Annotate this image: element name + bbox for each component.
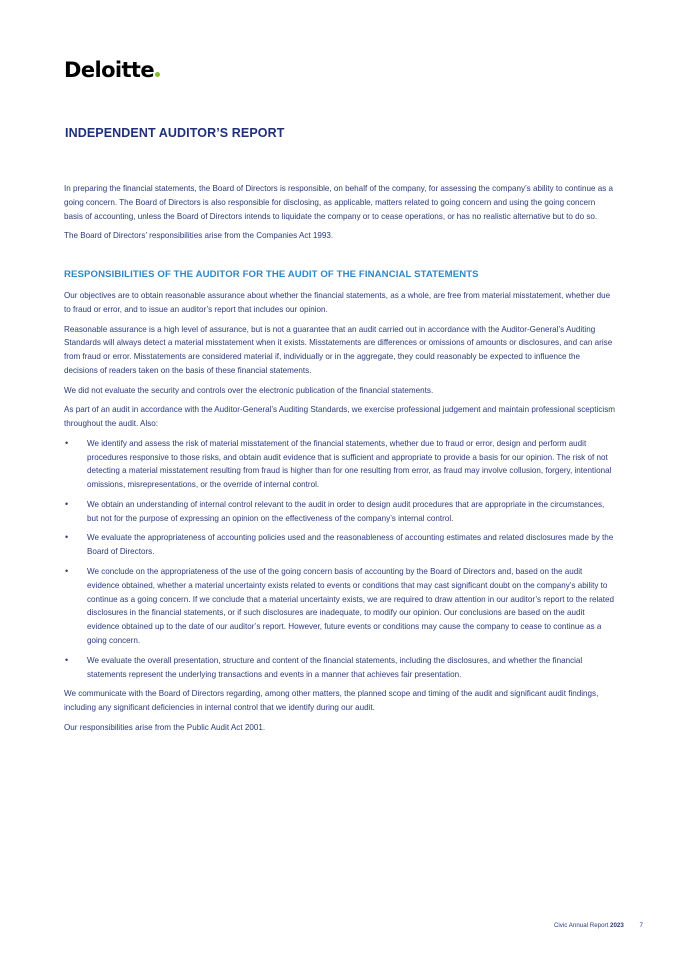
bullet-icon: •: [65, 498, 69, 509]
page-footer: [554, 922, 643, 929]
section-paragraph: We did not evaluate the security and controls over the electronic publication of the financial statements.: [64, 385, 434, 395]
bullet-icon: •: [65, 654, 69, 665]
list-item: [64, 531, 616, 559]
logo-dot-icon: [155, 72, 160, 77]
list-item: [64, 437, 616, 493]
closing-paragraph: We communicate with the Board of Directors regarding, among other matters, the planned scope and timing of the audit and significant audit findings, including any significant deficiencies in internal control that we identify during our audit.: [64, 689, 599, 713]
bullet-list: [64, 437, 616, 682]
section-paragraph: As part of an audit in accordance with the Auditor-General’s Auditing Standards, we exercise professional judgement and maintain professional scepticism throughout the audit. Also:: [64, 405, 615, 429]
page-number: 7: [639, 922, 643, 929]
bullet-icon: •: [65, 565, 69, 576]
bullet-icon: •: [65, 437, 69, 448]
section-heading: RESPONSIBILITIES OF THE AUDITOR FOR THE AUDIT OF THE FINANCIAL STATEMENTS: [64, 269, 479, 281]
list-item: [64, 654, 616, 682]
section-paragraph: Reasonable assurance is a high level of assurance, but is not a guarantee that an audit carried out in accordance with the Auditor-General’s Auditing Standards will always detect a material misstatement when it exists. Misstatements are differences or omissions of amounts or disclosures, and can arise from fraud or error. Misstatements are considered material if, individually or in the aggregate, they could reasonably be expected to influence the decisions of readers taken on the basis of these financial statements.: [64, 324, 613, 376]
list-item-text: We conclude on the appropriateness of the use of the going concern basis of accounting by the Board of Directors and, based on the audit evidence obtained, whether a material uncertainty exists related to events or conditions that may cast significant doubt on the company’s ability to continue as a going concern. If we conclude that a material uncertainty exists, we are required to draw attention in our auditor’s report to the related disclosures in the financial statements, or if such disclosures are inadequate, to modify our opinion. Our conclusions are based on the audit evidence obtained up to the date of our auditor’s report. However, future events or conditions may cause the company to cease to continue as a going concern.: [87, 566, 614, 646]
footer-report-name: Civic Annual Report: [553, 922, 609, 929]
intro-paragraph: The Board of Directors’ responsibilities arise from the Companies Act 1993.: [64, 231, 334, 241]
section-paragraph: Our objectives are to obtain reasonable assurance about whether the financial statements, as a whole, are free from material misstatement, whether due to fraud or error, and to issue an auditor’s report that includes our opinion.: [64, 291, 611, 315]
logo-text: Deloitte: [64, 58, 155, 82]
list-item: [64, 498, 616, 526]
page-title: INDEPENDENT AUDITOR’S REPORT: [65, 126, 285, 140]
intro-paragraph: In preparing the financial statements, the Board of Directors is responsible, on behalf of the company, for assessing the company’s ability to continue as a going concern. The Board of Directors is also responsible for disclosing, as applicable, matters related to going concern and using the going concern basis of accounting, unless the Board of Directors intends to liquidate the company or to cease operations, or has no realistic alternative but to do so.: [64, 184, 614, 221]
bullet-icon: •: [65, 532, 69, 543]
closing-paragraph: Our responsibilities arise from the Public Audit Act 2001.: [64, 722, 266, 732]
list-item: [64, 565, 616, 648]
list-item-text: We obtain an understanding of internal control relevant to the audit in order to design audit procedures that are appropriate in the circumstances, but not for the purpose of expressing an opinion on the effectiveness of the company’s internal control.: [87, 499, 605, 523]
report-body: [64, 182, 616, 740]
footer-year: 2023: [610, 922, 624, 929]
list-item-text: We identify and assess the risk of material misstatement of the financial statements, whether due to fraud or error, design and perform audit procedures responsive to those risks, and obtain audit evidence that is sufficient and appropriate to provide a basis for our opinion. The risk of not detecting a material misstatement resulting from fraud is higher than for one resulting from error, as fraud may involve collusion, forgery, intentional omissions, misrepresentations, or the override of internal control.: [87, 438, 612, 490]
list-item-text: We evaluate the overall presentation, structure and content of the financial statements, including the disclosures, and whether the financial statements represent the underlying transactions and events in a manner that achieves fair presentation.: [87, 655, 583, 679]
list-item-text: We evaluate the appropriateness of accounting policies used and the reasonableness of accounting estimates and related disclosures made by the Board of Directors.: [87, 533, 614, 557]
deloitte-logo: [64, 60, 160, 81]
